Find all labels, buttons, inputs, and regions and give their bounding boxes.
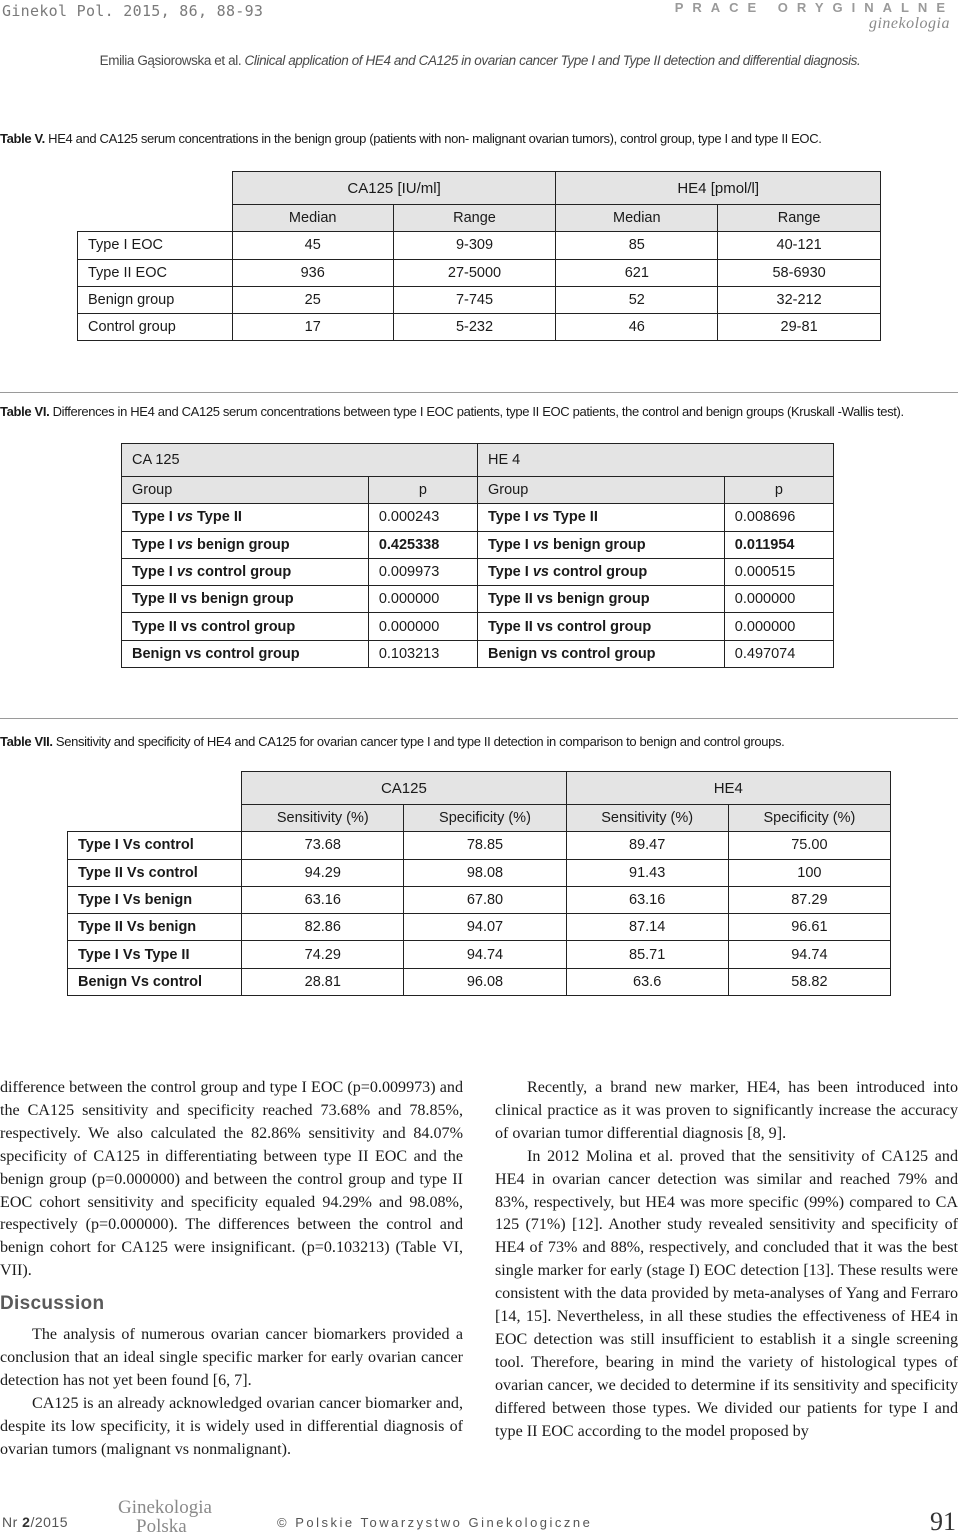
authors-text: Emilia Gąsiorowska et al.	[99, 53, 245, 68]
journal-name: ginekologia	[868, 15, 950, 32]
table-cell: 94.07	[404, 914, 566, 941]
table-cell: 936	[232, 259, 393, 286]
table5	[77, 171, 881, 341]
table5-subheader: Median	[556, 205, 718, 232]
table7-corner	[68, 772, 242, 805]
row-label: Type II EOC	[78, 259, 233, 286]
table6-subheader: p	[368, 477, 477, 504]
row-label: Type I EOC	[78, 232, 233, 259]
logo-line: Ginekologia	[118, 1497, 212, 1518]
table7	[67, 771, 891, 996]
table-cell: 67.80	[404, 886, 566, 913]
table-cell: 91.43	[566, 859, 728, 886]
table-cell: 78.85	[404, 832, 566, 859]
table-cell: 73.68	[242, 832, 404, 859]
body-paragraph: difference between the control group and type I EOC (p=0.009973) and the CA125 sensitivity and specificity reached 73.68% and 78.85%, respectively. We also calculated the 82.86% sensitivity and 84.07% specificity of CA125 in differentiating between type II EOC and the benign group (p=0.000000) and between the control group and type II EOC cohort sensitivity and specificity equaled 94.29% and 98.08%, respectively (p=0.000000). The differences between the control and benign cohort for CA125 were insignificant. (p=0.103213) (Table VI, VII).	[0, 1079, 463, 1280]
table-cell: 27-5000	[393, 259, 556, 286]
row-label: Type I Vs benign	[68, 886, 242, 913]
row-label: Type I Vs control	[68, 832, 242, 859]
table-row	[68, 941, 891, 968]
table-row	[68, 914, 891, 941]
table-cell: 28.81	[242, 968, 404, 995]
table-cell: 89.47	[566, 832, 728, 859]
row-label: Type II Vs benign	[68, 914, 242, 941]
table5-label: Table V.	[0, 131, 45, 146]
p-value: 0.000515	[724, 558, 833, 585]
journal-citation: Ginekol Pol. 2015, 86, 88-93	[2, 2, 264, 20]
table7-label: Table VII.	[0, 734, 53, 749]
table-cell: 45	[232, 232, 393, 259]
table-cell: 82.86	[242, 914, 404, 941]
table5-subheader: Median	[232, 205, 393, 232]
table5-caption	[0, 131, 822, 146]
section-label: PRACE ORYGINALNE	[674, 0, 954, 15]
table-cell: 7-745	[393, 286, 556, 313]
table6-caption-text: Differences in HE4 and CA125 serum concentrations between type I EOC patients, type II EOC patients, the control and benign groups (Kruskall -Wallis test).	[49, 404, 904, 419]
p-value: 0.011954	[724, 531, 833, 558]
table-row	[122, 586, 834, 613]
table-cell: 32-212	[718, 286, 881, 313]
table7-caption-text: Sensitivity and specificity of HE4 and CA125 for ovarian cancer type I and type II detection in comparison to benign and control groups.	[52, 734, 785, 749]
table-row	[78, 232, 881, 259]
group-cell: Type I vs benign group	[122, 531, 369, 558]
journal-logo	[118, 1498, 238, 1538]
p-value: 0.000243	[368, 504, 477, 531]
group-cell: Type II vs benign group	[122, 586, 369, 613]
table-cell: 52	[556, 286, 718, 313]
group-cell: Benign vs control group	[477, 640, 724, 667]
table5-subheader: Range	[393, 205, 556, 232]
article-title: Clinical application of HE4 and CA125 in ovarian cancer Type I and Type II detection and differential diagnosis.	[244, 53, 861, 68]
table-row	[78, 286, 881, 313]
table-cell: 85	[556, 232, 718, 259]
row-label: Control group	[78, 314, 233, 341]
row-label: Benign Vs control	[68, 968, 242, 995]
table-cell: 96.61	[728, 914, 890, 941]
table6-label: Table VI.	[0, 404, 50, 419]
table-cell: 75.00	[728, 832, 890, 859]
row-label: Benign group	[78, 286, 233, 313]
section-divider	[0, 718, 958, 719]
table-cell: 46	[556, 314, 718, 341]
body-column-right	[495, 1077, 958, 1444]
table-cell: 94.74	[404, 941, 566, 968]
table-cell: 74.29	[242, 941, 404, 968]
table7-group-header-row	[68, 772, 891, 805]
table-row	[68, 968, 891, 995]
body-paragraph: CA125 is an already acknowledged ovarian cancer biomarker and, despite its low specificity, it is widely used in differential diagnosis of ovarian tumors (malignant vs nonmalignant).	[0, 1394, 463, 1458]
table5-subheader: Range	[718, 205, 881, 232]
table-row	[68, 832, 891, 859]
table7-subheader-row	[68, 805, 891, 832]
table-cell: 94.74	[728, 941, 890, 968]
table-row	[68, 859, 891, 886]
table6-group-header: HE 4	[477, 444, 833, 477]
table7-subheader: Specificity (%)	[404, 805, 566, 832]
body-paragraph: Recently, a brand new marker, HE4, has been introduced into clinical practice as it was proven to significantly increase the accuracy of ovarian tumor differential diagnosis [8, 9].	[495, 1079, 958, 1142]
table-cell: 63.16	[566, 886, 728, 913]
table6-subheader: Group	[477, 477, 724, 504]
table5-caption-text: HE4 and CA125 serum concentrations in the benign group (patients with non- malignant ovarian tumors), control group, type I and type II EOC.	[44, 131, 822, 146]
table7-group-header: HE4	[566, 772, 890, 805]
table6	[121, 443, 834, 668]
table-cell: 100	[728, 859, 890, 886]
group-cell: Type I vs Type II	[122, 504, 369, 531]
p-value: 0.497074	[724, 640, 833, 667]
table7-subheader: Specificity (%)	[728, 805, 890, 832]
table-cell: 5-232	[393, 314, 556, 341]
p-value: 0.425338	[368, 531, 477, 558]
section-divider	[0, 392, 958, 393]
logo-line: Polska	[136, 1516, 187, 1537]
table7-caption	[0, 734, 784, 749]
p-value: 0.103213	[368, 640, 477, 667]
body-paragraph: In 2012 Molina et al. proved that the sensitivity of CA125 and HE4 in ovarian cancer detection was similar and reached 79% and 83%, respectively, but HE4 was more specific (99%) compared to CA 125 (71%) [12]. Another study revealed sensitivity and specificity of HE4 of 73% and 88%, respectively, and concluded that it was the best single marker for early (stage I) EOC detection [13]. These results were consistent with the data provided by meta-analyses of Yang and Ferraro [14, 15]. Nevertheless, in all these studies the effectiveness of HE4 in EOC detection was still insufficient to establish it a single screening tool. Therefore, bearing in mind the variety of histological types of ovarian cancer, we decided to determine if its sensitivity and specificity differed between those types. We divided our patients for type I and type II EOC according to the model proposed by	[495, 1147, 958, 1440]
row-label: Type II Vs control	[68, 859, 242, 886]
table7-subheader: Sensitivity (%)	[242, 805, 404, 832]
table-cell: 98.08	[404, 859, 566, 886]
group-cell: Type I vs Type II	[477, 504, 724, 531]
group-cell: Type I vs benign group	[477, 531, 724, 558]
p-value: 0.000000	[724, 586, 833, 613]
table5-corner	[78, 172, 233, 205]
group-cell: Type I vs control group	[477, 558, 724, 585]
table7-subheader: Sensitivity (%)	[566, 805, 728, 832]
table-row	[122, 613, 834, 640]
table5-group-header-row	[78, 172, 881, 205]
table-cell: 29-81	[718, 314, 881, 341]
section-heading: Discussion	[0, 1293, 105, 1315]
group-cell: Type II vs control group	[122, 613, 369, 640]
table-cell: 85.71	[566, 941, 728, 968]
table5-group-header: CA125 [IU/ml]	[232, 172, 556, 205]
page-number: 91	[930, 1507, 956, 1536]
table5-corner	[78, 205, 233, 232]
table6-subheader: Group	[122, 477, 369, 504]
table-row	[122, 640, 834, 667]
p-value: 0.000000	[724, 613, 833, 640]
table6-group-header: CA 125	[122, 444, 478, 477]
table-row	[122, 531, 834, 558]
p-value: 0.000000	[368, 586, 477, 613]
table7-corner	[68, 805, 242, 832]
issue-number: Nr 2/2015	[2, 1514, 69, 1530]
table-cell: 17	[232, 314, 393, 341]
table6-subheader-row	[122, 477, 834, 504]
running-authors	[0, 53, 960, 68]
table-row	[122, 504, 834, 531]
table-cell: 25	[232, 286, 393, 313]
table-row	[122, 558, 834, 585]
table-cell: 63.16	[242, 886, 404, 913]
table-cell: 58-6930	[718, 259, 881, 286]
table5-group-header: HE4 [pmol/l]	[556, 172, 881, 205]
table-cell: 87.14	[566, 914, 728, 941]
copyright: © Polskie Towarzystwo Ginekologiczne	[277, 1515, 593, 1530]
group-cell: Type I vs control group	[122, 558, 369, 585]
table-cell: 621	[556, 259, 718, 286]
body-paragraph: The analysis of numerous ovarian cancer biomarkers provided a conclusion that an ideal single specific marker for early ovarian cancer detection has not yet been found [6, 7].	[0, 1326, 463, 1389]
p-value: 0.008696	[724, 504, 833, 531]
table-cell: 9-309	[393, 232, 556, 259]
group-cell: Type II vs control group	[477, 613, 724, 640]
table6-group-header-row	[122, 444, 834, 477]
table-cell: 40-121	[718, 232, 881, 259]
table6-caption	[0, 404, 904, 419]
table-cell: 58.82	[728, 968, 890, 995]
table7-group-header: CA125	[242, 772, 566, 805]
table-row	[78, 314, 881, 341]
group-cell: Type II vs benign group	[477, 586, 724, 613]
body-column-left	[0, 1077, 463, 1462]
row-label: Type I Vs Type II	[68, 941, 242, 968]
p-value: 0.000000	[368, 613, 477, 640]
table-row	[68, 886, 891, 913]
p-value: 0.009973	[368, 558, 477, 585]
table-row	[78, 259, 881, 286]
table5-subheader-row	[78, 205, 881, 232]
table-cell: 94.29	[242, 859, 404, 886]
table-cell: 96.08	[404, 968, 566, 995]
group-cell: Benign vs control group	[122, 640, 369, 667]
table6-subheader: p	[724, 477, 833, 504]
table-cell: 87.29	[728, 886, 890, 913]
table-cell: 63.6	[566, 968, 728, 995]
